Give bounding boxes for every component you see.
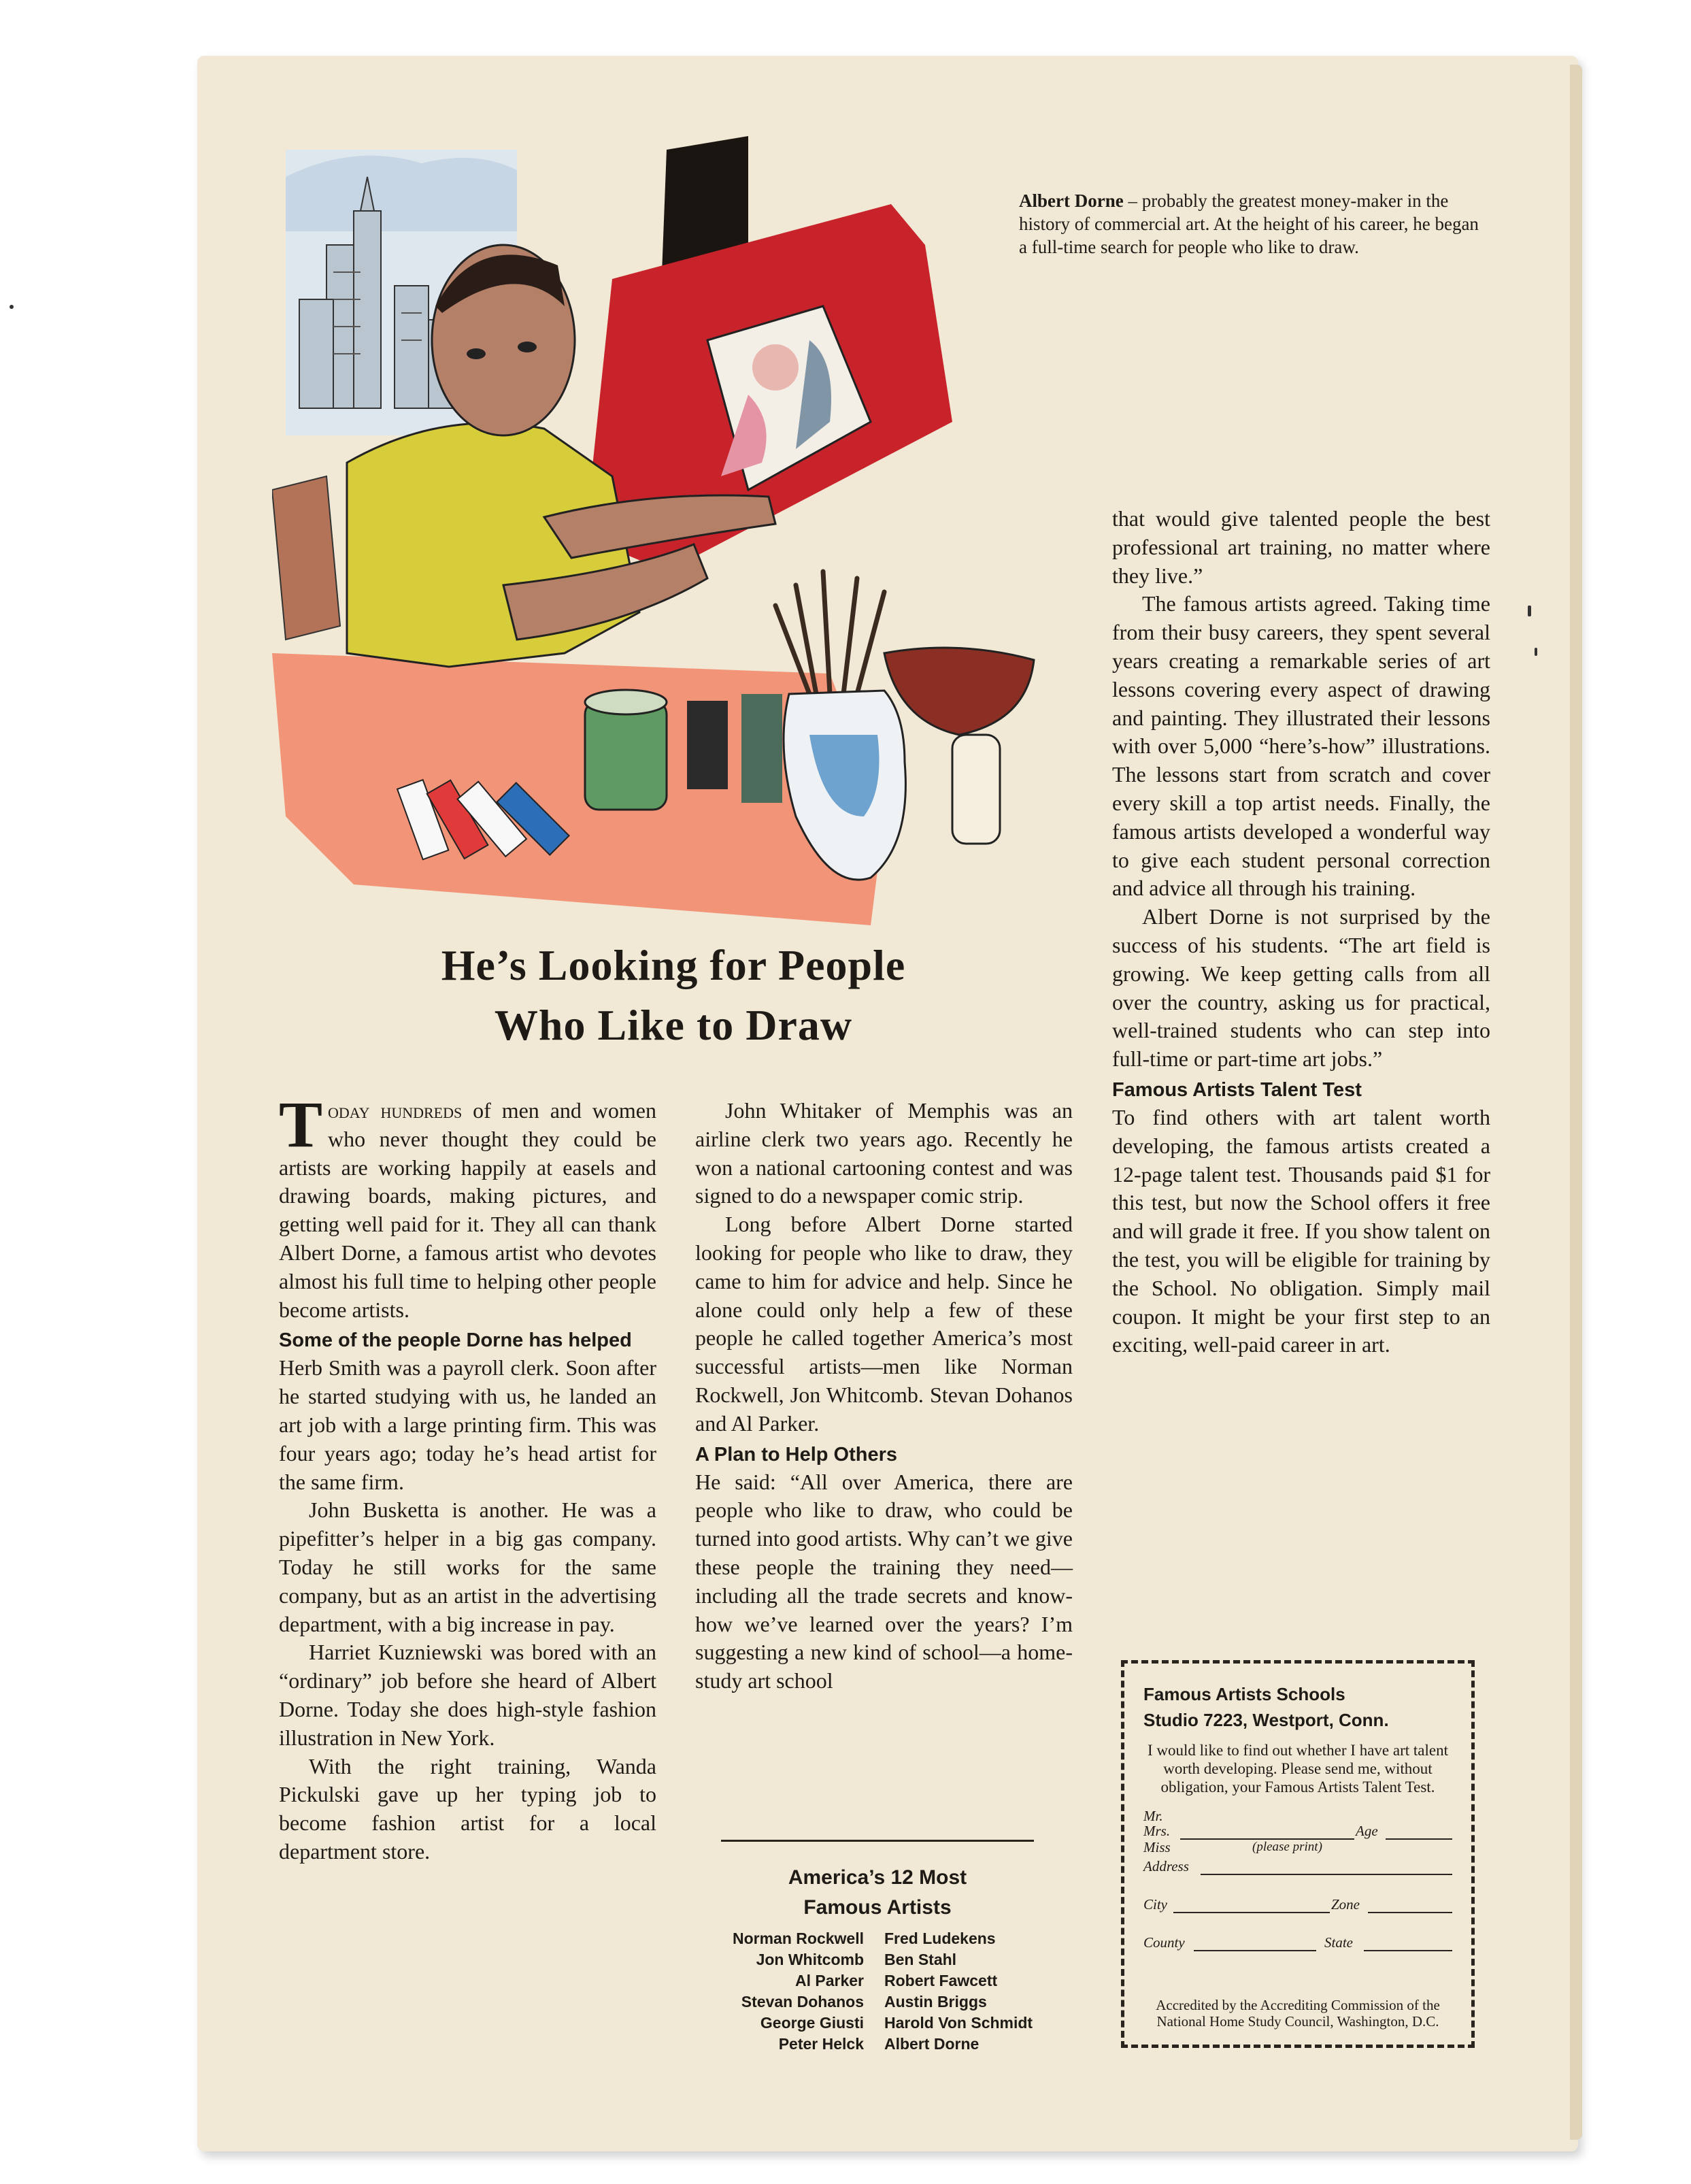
coupon-accreditation: Accredited by the Accrediting Commission of the National Home Study Council, Washington, D.C. (1156, 1997, 1440, 2030)
label-miss: Miss (1143, 1839, 1171, 1855)
zone-field-line[interactable] (1368, 1912, 1452, 1913)
paragraph: Harriet Kuzniewski was bored with an “ordinary” job before she heard of Albert Dorne. Today she does high-style fashion illustration in New York. (279, 1640, 656, 1750)
intro-paragraph (279, 1088, 656, 1324)
artists-title-line-1: America’s 12 Most (788, 1866, 967, 1889)
paragraph: He said: “All over America, there are people who like to draw, who could be turned into good artists. Why can’t we give these people the training they need—including all the trade secrets and know-how we’ve learned over the years? I’m suggesting a new kind of school—a home-study art school (695, 1469, 1073, 1693)
dust-speck (1528, 606, 1531, 616)
column-middle (695, 1097, 1073, 1695)
subhead-talent-test: Famous Artists Talent Test (1112, 1078, 1362, 1101)
paragraph: that would give talented people the best professional art training, no matter where they live.” (1112, 506, 1490, 588)
artist-name: Stevan Dohanos (741, 1993, 864, 2011)
label-mr: Mr. (1143, 1808, 1163, 1824)
paragraph: John Whitaker of Memphis was an airline clerk two years ago. Recently he won a national cartooning contest and was signed to do a newspaper comic strip. (695, 1098, 1073, 1208)
coupon-school-name: Famous Artists Schools (1143, 1684, 1345, 1704)
paragraph: The famous artists agreed. Taking time from their busy careers, they spent several years creating a remarkable series of art lessons covering every aspect of drawing and painting. They illustrated their lessons with over 5,000 “here’s-how” illustrations. The lessons start from scratch and cover every skill a top artist needs. Finally, the famous artists developed a wonderful way to give each student personal correction and advice all through his training. (1112, 591, 1490, 901)
artist-name: Al Parker (794, 1972, 864, 1989)
subhead-plan: A Plan to Help Others (695, 1443, 898, 1466)
label-city: City (1143, 1896, 1167, 1913)
paragraph: With the right training, Wanda Pickulski gave up her typing job to become fashion artist for a local department store. (279, 1753, 656, 1864)
paragraph: John Busketta is another. He was a pipefitter’s helper in a big gas company. Today he still works for the same company, but as an artist in the advertising department, with a big increase in pay. (279, 1498, 656, 1636)
page-edge (1570, 65, 1582, 2140)
label-address: Address (1143, 1858, 1189, 1874)
headline-line-2: Who Like to Draw (494, 1001, 853, 1049)
dust-speck (1535, 648, 1537, 656)
drop-cap: T (279, 1088, 323, 1161)
label-zone: Zone (1331, 1896, 1360, 1913)
label-state: State (1324, 1934, 1353, 1951)
artist-name: Fred Ludekens (884, 1930, 996, 1947)
artist-name: Austin Briggs (884, 1993, 987, 2011)
paragraph: To find others with art talent worth developing, the famous artists created a 12-page talent test. Thousands paid $1 for this test, but now the School offers it free and will grade it free. If you show talent on the test, you will be eligible for training by the School. No obligation. Simply mail coupon. It might be your first step to an exciting, well-paid career in art. (1112, 1104, 1490, 1357)
artist-illustration (272, 136, 1088, 939)
caption-text: – probably the greatest money-maker in the history of commercial art. At the height of his career, he began a full-time search for people who like to draw. (1019, 191, 1479, 257)
artist-name: Robert Fawcett (884, 1972, 998, 1989)
divider-rule (721, 1840, 1034, 1842)
age-field-line[interactable] (1386, 1838, 1452, 1840)
county-field-line[interactable] (1194, 1950, 1316, 1951)
artist-name: Jon Whitcomb (756, 1951, 864, 1968)
artist-name: Albert Dorne (884, 2035, 980, 2053)
state-field-line[interactable] (1364, 1950, 1452, 1951)
artist-name: Harold Von Schmidt (884, 2014, 1033, 2032)
label-please-print: (please print) (1252, 1840, 1322, 1854)
mail-coupon (1121, 1660, 1475, 2048)
artist-name: Peter Helck (778, 2035, 864, 2053)
caption-name: Albert Dorne (1019, 191, 1124, 211)
label-mrs: Mrs. (1143, 1823, 1171, 1839)
artist-name: Norman Rockwell (733, 1930, 864, 1947)
paragraph: Herb Smith was a payroll clerk. Soon after he started studying with us, he landed an art job with a large printing firm. This was four years ago; today he’s head artist for the same firm. (279, 1355, 656, 1494)
headline (258, 936, 1088, 1055)
headline-line-1: He’s Looking for People (441, 941, 906, 989)
column-right (1112, 505, 1490, 1359)
artists-list (680, 1928, 1088, 2055)
address-field-line[interactable] (1201, 1874, 1452, 1875)
coupon-form (1143, 1808, 1452, 1979)
subhead-people-helped: Some of the people Dorne has helped (279, 1329, 632, 1352)
artists-title-line-2: Famous Artists (803, 1896, 952, 1919)
illustration-caption (1019, 189, 1481, 259)
lead-in: oday hundreds (328, 1098, 463, 1123)
paragraph: Albert Dorne is not surprised by the success of his students. “The art field is growing. We keep getting calls from all over the country, asking us for practical, well-trained students who can step into full-time or part-time art jobs.” (1112, 904, 1490, 1072)
coupon-address: Studio 7223, Westport, Conn. (1143, 1710, 1389, 1730)
label-county: County (1143, 1934, 1185, 1951)
label-age: Age (1356, 1823, 1378, 1839)
city-field-line[interactable] (1173, 1912, 1330, 1913)
dust-speck (10, 305, 14, 309)
intro-text: of men and women who never thought they could be artists are working happily at easels and drawing boards, making pictures, and getting well paid for it. They all can thank Albert Dorne, a famous artist who devotes almost his full time to helping other people become artists. (279, 1098, 656, 1322)
paragraph: Long before Albert Dorne started looking for people who like to draw, they came to him for advice and help. Since he alone could only help a few of these people he called together America’s most successful artists—men like Norman Rockwell, Jon Whitcomb. Stevan Dohanos and Al Parker. (695, 1212, 1073, 1436)
column-left (279, 1088, 656, 1866)
artist-name: George Giusti (760, 2014, 864, 2032)
coupon-request-text: I would like to find out whether I have art talent worth developing. Please send me, without obligation, your Famous Artists Talent Test. (1148, 1742, 1448, 1796)
artists-list-title (694, 1863, 1061, 1923)
artist-name: Ben Stahl (884, 1951, 957, 1968)
